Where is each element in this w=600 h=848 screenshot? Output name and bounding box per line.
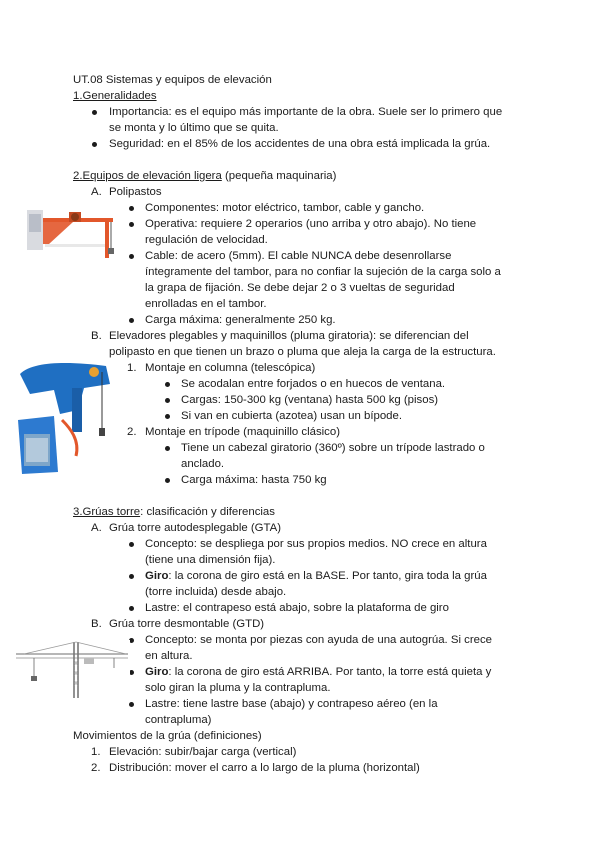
s2-A-bullet-1: Componentes: motor eléctrico, tambor, cable y gancho. xyxy=(145,202,425,214)
bullet-dot xyxy=(165,382,170,387)
s3-B-bullet-1-line-2: en altura. xyxy=(145,650,193,662)
s2-A-bullet-3-line-1: Cable: de acero (5mm). El cable NUNCA debe desenrollarse xyxy=(145,250,452,262)
s2-A-bullet-2-line-1: Operativa: requiere 2 operarios (uno arriba y otro abajo). No tiene xyxy=(145,218,477,230)
bullet-dot xyxy=(165,414,170,419)
s3-B-bullet-3-line-2: contrapluma) xyxy=(145,714,212,726)
s2-B-marker: B. xyxy=(91,330,102,342)
bullet-dot xyxy=(129,702,134,707)
crane-image xyxy=(14,640,130,700)
s1-bullet-2: Seguridad: en el 85% de los accidentes de una obra está implicada la grúa. xyxy=(109,138,491,150)
s2-A-bullet-3-line-4: enrolladas en el tambor. xyxy=(145,298,267,310)
s2-B1-marker: 1. xyxy=(127,362,137,374)
bullet-dot xyxy=(129,318,134,323)
hoist-image xyxy=(25,204,123,264)
s2-B1-label: Montaje en columna (telescópica) xyxy=(145,362,316,374)
section-2-heading-link: 2.Equipos de elevación ligera xyxy=(73,170,222,182)
s3-A-marker: A. xyxy=(91,522,102,534)
s2-B2-marker: 2. xyxy=(127,426,137,438)
s3-B-bullet-3-line-1: Lastre: tiene lastre base (abajo) y contrapeso aéreo (en la xyxy=(145,698,438,710)
s2-A-bullet-3-line-3: la grapa de fijación. Se debe dejar 2 o 3 vueltas de seguridad xyxy=(145,282,455,294)
bullet-dot xyxy=(129,254,134,259)
s2-A-marker: A. xyxy=(91,186,102,198)
s2-B2-bullet-2: Carga máxima: hasta 750 kg xyxy=(181,474,327,486)
bullet-dot xyxy=(129,606,134,611)
bullet-dot xyxy=(92,110,97,115)
s3-A-giro-text: : la corona de giro está en la BASE. Por tanto, gira toda la grúa xyxy=(168,570,487,582)
s3-A-bullet-2-line-1 xyxy=(145,568,487,584)
s3-B-marker: B. xyxy=(91,618,102,630)
s2-B-line-1: Elevadores plegables y maquinillos (pluma giratoria): se diferencian del xyxy=(109,330,469,342)
s3-A-label: Grúa torre autodesplegable (GTA) xyxy=(109,522,281,534)
s3-B-bullet-2-line-2: solo giran la pluma y la contrapluma. xyxy=(145,682,331,694)
s2-B1-bullet-2: Cargas: 150-300 kg (ventana) hasta 500 kg (pisos) xyxy=(181,394,439,406)
mov-item-2: Distribución: mover el carro a lo largo de la pluma (horizontal) xyxy=(109,762,420,774)
bullet-dot xyxy=(129,574,134,579)
movimientos-heading: Movimientos de la grúa (definiciones) xyxy=(73,730,262,742)
doc-title: UT.08 Sistemas y equipos de elevación xyxy=(73,74,272,86)
s1-bullet-1-line-2: se monta y lo último que se quita. xyxy=(109,122,279,134)
s3-A-bullet-1-line-1: Concepto: se despliega por sus propios medios. NO crece en altura xyxy=(145,538,487,550)
s3-B-giro-bold: Giro xyxy=(145,666,169,678)
bullet-dot xyxy=(165,446,170,451)
section-3-heading xyxy=(73,504,275,520)
s2-A-bullet-4: Carga máxima: generalmente 250 kg. xyxy=(145,314,336,326)
s2-B1-bullet-1: Se acodalan entre forjados o en huecos de ventana. xyxy=(181,378,446,390)
section-1-heading: 1.Generalidades xyxy=(73,90,157,102)
s3-A-bullet-3: Lastre: el contrapeso está abajo, sobre la plataforma de giro xyxy=(145,602,449,614)
section-2-heading xyxy=(73,168,336,184)
s2-B1-bullet-3: Si van en cubierta (azotea) usan un bípode. xyxy=(181,410,402,422)
lift-image xyxy=(14,360,118,480)
s2-A-bullet-3-line-2: íntegramente del tambor, para no confiar la sujeción de la carga solo a xyxy=(145,266,501,278)
s2-B2-label: Montaje en trípode (maquinillo clásico) xyxy=(145,426,341,438)
s2-A-bullet-2-line-2: regulación de velocidad. xyxy=(145,234,268,246)
bullet-dot xyxy=(129,206,134,211)
bullet-dot xyxy=(165,478,170,483)
section-3-heading-suffix: : clasificación y diferencias xyxy=(140,506,275,518)
bullet-dot xyxy=(129,222,134,227)
bullet-dot xyxy=(92,142,97,147)
s3-A-bullet-2-line-2: (torre incluida) desde abajo. xyxy=(145,586,287,598)
s2-A-label: Polipastos xyxy=(109,186,162,198)
bullet-dot xyxy=(129,542,134,547)
mov-item-1-marker: 1. xyxy=(91,746,101,758)
section-2-heading-suffix: (pequeña maquinaria) xyxy=(221,170,337,182)
s3-A-bullet-1-line-2: (tiene una dimensión fija). xyxy=(145,554,276,566)
bullet-dot xyxy=(165,398,170,403)
s2-B2-bullet-1-line-1: Tiene un cabezal giratorio (360º) sobre un trípode lastrado o xyxy=(181,442,485,454)
s3-B-label: Grúa torre desmontable (GTD) xyxy=(109,618,265,630)
s3-B-bullet-2-line-1 xyxy=(145,664,491,680)
s3-A-giro-bold: Giro xyxy=(145,570,169,582)
s2-B-line-2: polipasto en que tienen un brazo o pluma que aleja la carga de la estructura. xyxy=(109,346,496,358)
s3-B-giro-text: : la corona de giro está ARRIBA. Por tanto, la torre está quieta y xyxy=(168,666,492,678)
mov-item-1: Elevación: subir/bajar carga (vertical) xyxy=(109,746,297,758)
s1-bullet-1-line-1: Importancia: es el equipo más importante de la obra. Suele ser lo primero que xyxy=(109,106,503,118)
mov-item-2-marker: 2. xyxy=(91,762,101,774)
section-3-heading-link: 3.Grúas torre xyxy=(73,506,141,518)
s2-B2-bullet-1-line-2: anclado. xyxy=(181,458,225,470)
s3-B-bullet-1-line-1: Concepto: se monta por piezas con ayuda de una autogrúa. Si crece xyxy=(145,634,493,646)
